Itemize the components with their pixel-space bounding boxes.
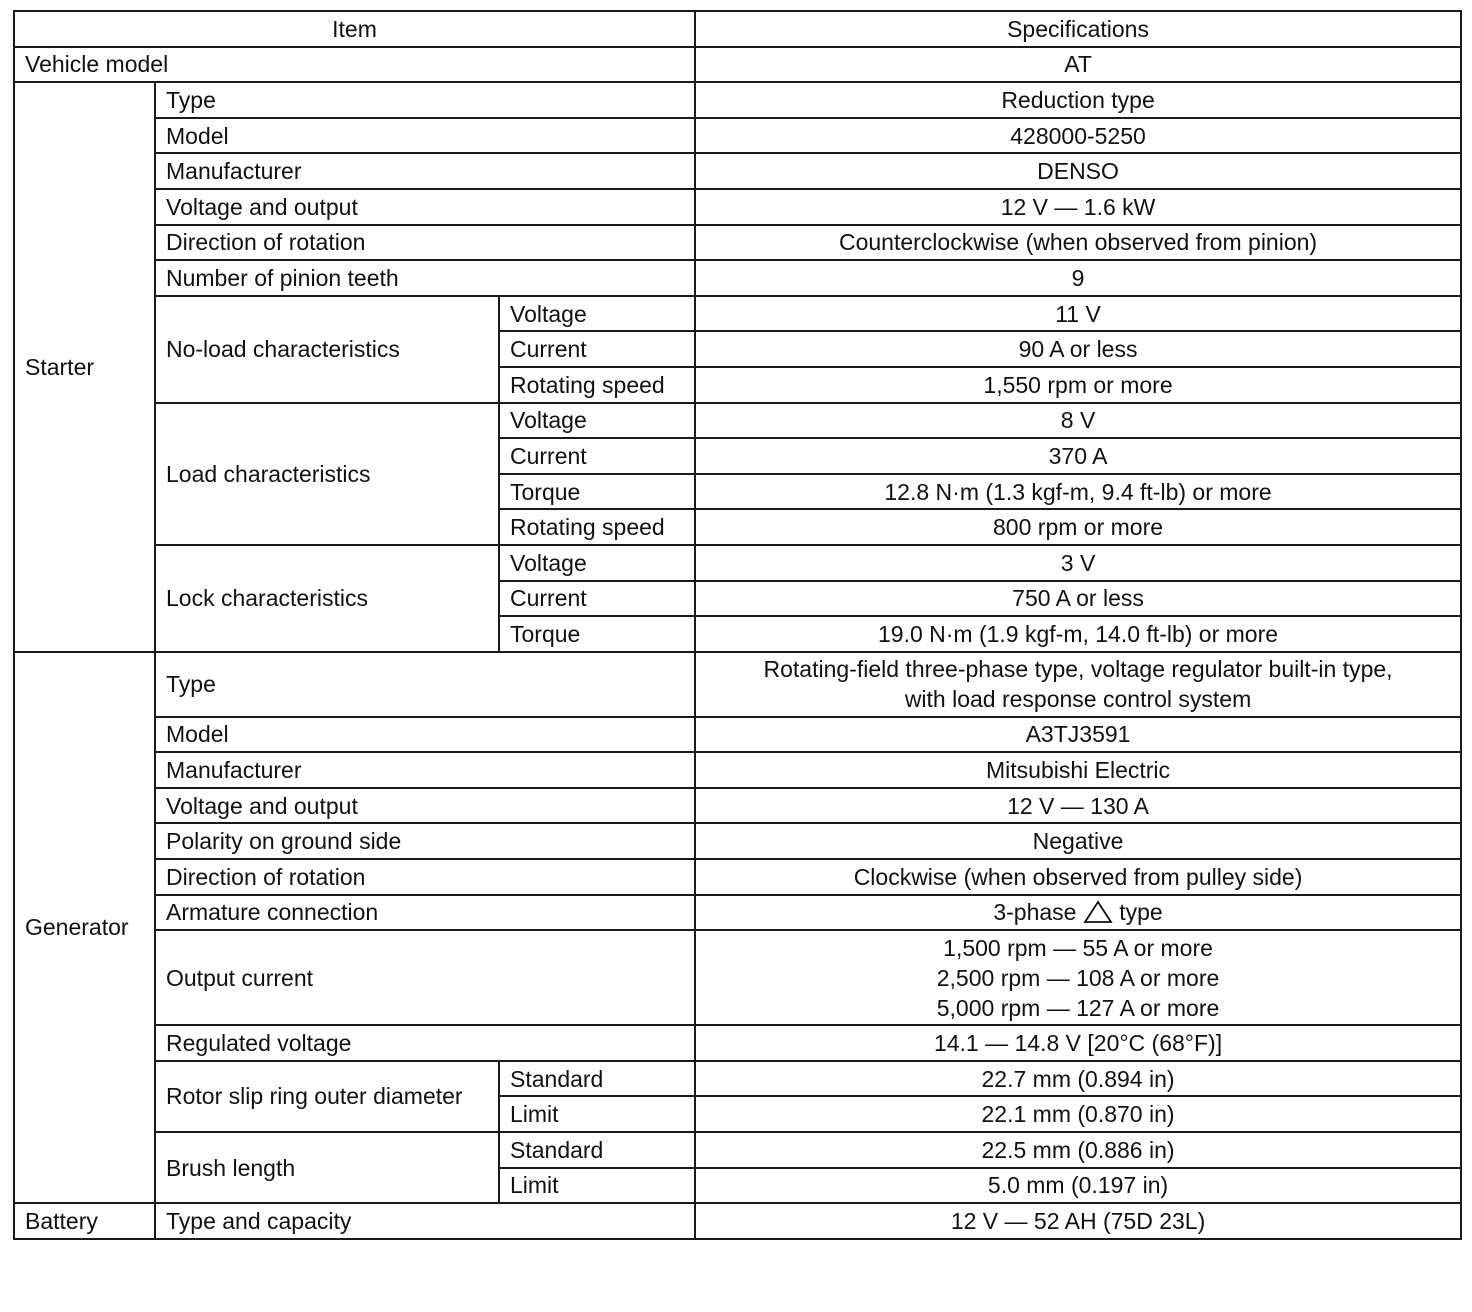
starter-model-value: 428000-5250 <box>695 118 1461 154</box>
generator-manufacturer-value: Mitsubishi Electric <box>695 752 1461 788</box>
slip-ring-standard-value: 22.7 mm (0.894 in) <box>695 1061 1461 1097</box>
table-row <box>14 1203 1461 1239</box>
generator-model-value: A3TJ3591 <box>695 717 1461 753</box>
starter-voltage-output-value: 12 V — 1.6 kW <box>695 189 1461 225</box>
starter-direction-label: Direction of rotation <box>155 225 695 261</box>
table-row <box>14 788 1461 824</box>
no-load-voltage-label: Voltage <box>499 296 695 332</box>
brush-limit-value: 5.0 mm (0.197 in) <box>695 1168 1461 1204</box>
header-item: Item <box>14 11 695 47</box>
starter-manufacturer-label: Manufacturer <box>155 153 695 189</box>
brush-limit-label: Limit <box>499 1168 695 1204</box>
armature-value-prefix: 3-phase <box>993 899 1077 926</box>
generator-direction-label: Direction of rotation <box>155 859 695 895</box>
load-speed-label: Rotating speed <box>499 509 695 545</box>
lock-current-label: Current <box>499 581 695 617</box>
table-row <box>14 225 1461 261</box>
lock-label: Lock characteristics <box>155 545 499 652</box>
brush-standard-value: 22.5 mm (0.886 in) <box>695 1132 1461 1168</box>
load-voltage-label: Voltage <box>499 403 695 439</box>
table-row <box>14 403 1461 439</box>
table-row <box>14 752 1461 788</box>
regulated-voltage-value: 14.1 — 14.8 V [20°C (68°F)] <box>695 1025 1461 1061</box>
load-voltage-value: 8 V <box>695 403 1461 439</box>
starter-label: Starter <box>14 82 155 652</box>
generator-polarity-label: Polarity on ground side <box>155 823 695 859</box>
table-row <box>14 189 1461 225</box>
table-row <box>14 895 1461 931</box>
generator-polarity-value: Negative <box>695 823 1461 859</box>
generator-label: Generator <box>14 652 155 1204</box>
table-row <box>14 260 1461 296</box>
load-torque-label: Torque <box>499 474 695 510</box>
lock-voltage-label: Voltage <box>499 545 695 581</box>
battery-type-capacity-label: Type and capacity <box>155 1203 695 1239</box>
generator-model-label: Model <box>155 717 695 753</box>
generator-type-value-line2: with load response control system <box>904 686 1252 713</box>
table-row <box>14 82 1461 118</box>
starter-voltage-output-label: Voltage and output <box>155 189 695 225</box>
armature-value-suffix: type <box>1119 899 1163 926</box>
header-specifications: Specifications <box>695 11 1461 47</box>
table-row <box>14 823 1461 859</box>
output-current-line3: 5,000 rpm — 127 A or more <box>936 994 1220 1021</box>
generator-voltage-output-label: Voltage and output <box>155 788 695 824</box>
delta-triangle-icon <box>1083 900 1113 924</box>
starter-type-value: Reduction type <box>695 82 1461 118</box>
table-row <box>14 1061 1461 1097</box>
vehicle-model-value: AT <box>695 47 1461 83</box>
lock-voltage-value: 3 V <box>695 545 1461 581</box>
output-current-line1: 1,500 rpm — 55 A or more <box>943 934 1213 961</box>
no-load-speed-label: Rotating speed <box>499 367 695 403</box>
generator-armature-label: Armature connection <box>155 895 695 931</box>
no-load-current-label: Current <box>499 331 695 367</box>
table-row <box>14 47 1461 83</box>
generator-voltage-output-value: 12 V — 130 A <box>695 788 1461 824</box>
lock-torque-label: Torque <box>499 616 695 652</box>
table-row <box>14 930 1461 1025</box>
spec-table <box>13 10 1462 1240</box>
load-current-value: 370 A <box>695 438 1461 474</box>
header-row <box>14 11 1461 47</box>
no-load-speed-value: 1,550 rpm or more <box>695 367 1461 403</box>
table-row <box>14 296 1461 332</box>
vehicle-model-label: Vehicle model <box>14 47 695 83</box>
brush-standard-label: Standard <box>499 1132 695 1168</box>
slip-ring-limit-label: Limit <box>499 1096 695 1132</box>
lock-torque-value: 19.0 N·m (1.9 kgf-m, 14.0 ft-lb) or more <box>695 616 1461 652</box>
slip-ring-label: Rotor slip ring outer diameter <box>155 1061 499 1132</box>
lock-current-value: 750 A or less <box>695 581 1461 617</box>
generator-direction-value: Clockwise (when observed from pulley side) <box>695 859 1461 895</box>
starter-pinion-teeth-value: 9 <box>695 260 1461 296</box>
output-current-line2: 2,500 rpm — 108 A or more <box>936 964 1220 991</box>
starter-direction-value: Counterclockwise (when observed from pinion) <box>695 225 1461 261</box>
starter-manufacturer-value: DENSO <box>695 153 1461 189</box>
starter-model-label: Model <box>155 118 695 154</box>
load-label: Load characteristics <box>155 403 499 545</box>
generator-manufacturer-label: Manufacturer <box>155 752 695 788</box>
load-torque-value: 12.8 N·m (1.3 kgf-m, 9.4 ft-lb) or more <box>695 474 1461 510</box>
no-load-label: No-load characteristics <box>155 296 499 403</box>
battery-type-capacity-value: 12 V — 52 AH (75D 23L) <box>695 1203 1461 1239</box>
load-current-label: Current <box>499 438 695 474</box>
table-row <box>14 859 1461 895</box>
generator-type-value-line1: Rotating-field three-phase type, voltage regulator built-in type, <box>763 656 1393 683</box>
regulated-voltage-label: Regulated voltage <box>155 1025 695 1061</box>
output-current-value <box>695 930 1461 1025</box>
load-speed-value: 800 rpm or more <box>695 509 1461 545</box>
table-row <box>14 1025 1461 1061</box>
no-load-voltage-value: 11 V <box>695 296 1461 332</box>
table-row <box>14 118 1461 154</box>
table-row <box>14 545 1461 581</box>
table-row <box>14 1132 1461 1168</box>
starter-type-label: Type <box>155 82 695 118</box>
slip-ring-limit-value: 22.1 mm (0.870 in) <box>695 1096 1461 1132</box>
battery-label: Battery <box>14 1203 155 1239</box>
table-row <box>14 652 1461 717</box>
table-row <box>14 153 1461 189</box>
output-current-label: Output current <box>155 930 695 1025</box>
generator-type-label: Type <box>155 652 695 717</box>
brush-length-label: Brush length <box>155 1132 499 1203</box>
starter-pinion-teeth-label: Number of pinion teeth <box>155 260 695 296</box>
no-load-current-value: 90 A or less <box>695 331 1461 367</box>
generator-type-value <box>695 652 1461 717</box>
slip-ring-standard-label: Standard <box>499 1061 695 1097</box>
generator-armature-value <box>695 895 1461 931</box>
table-row <box>14 717 1461 753</box>
